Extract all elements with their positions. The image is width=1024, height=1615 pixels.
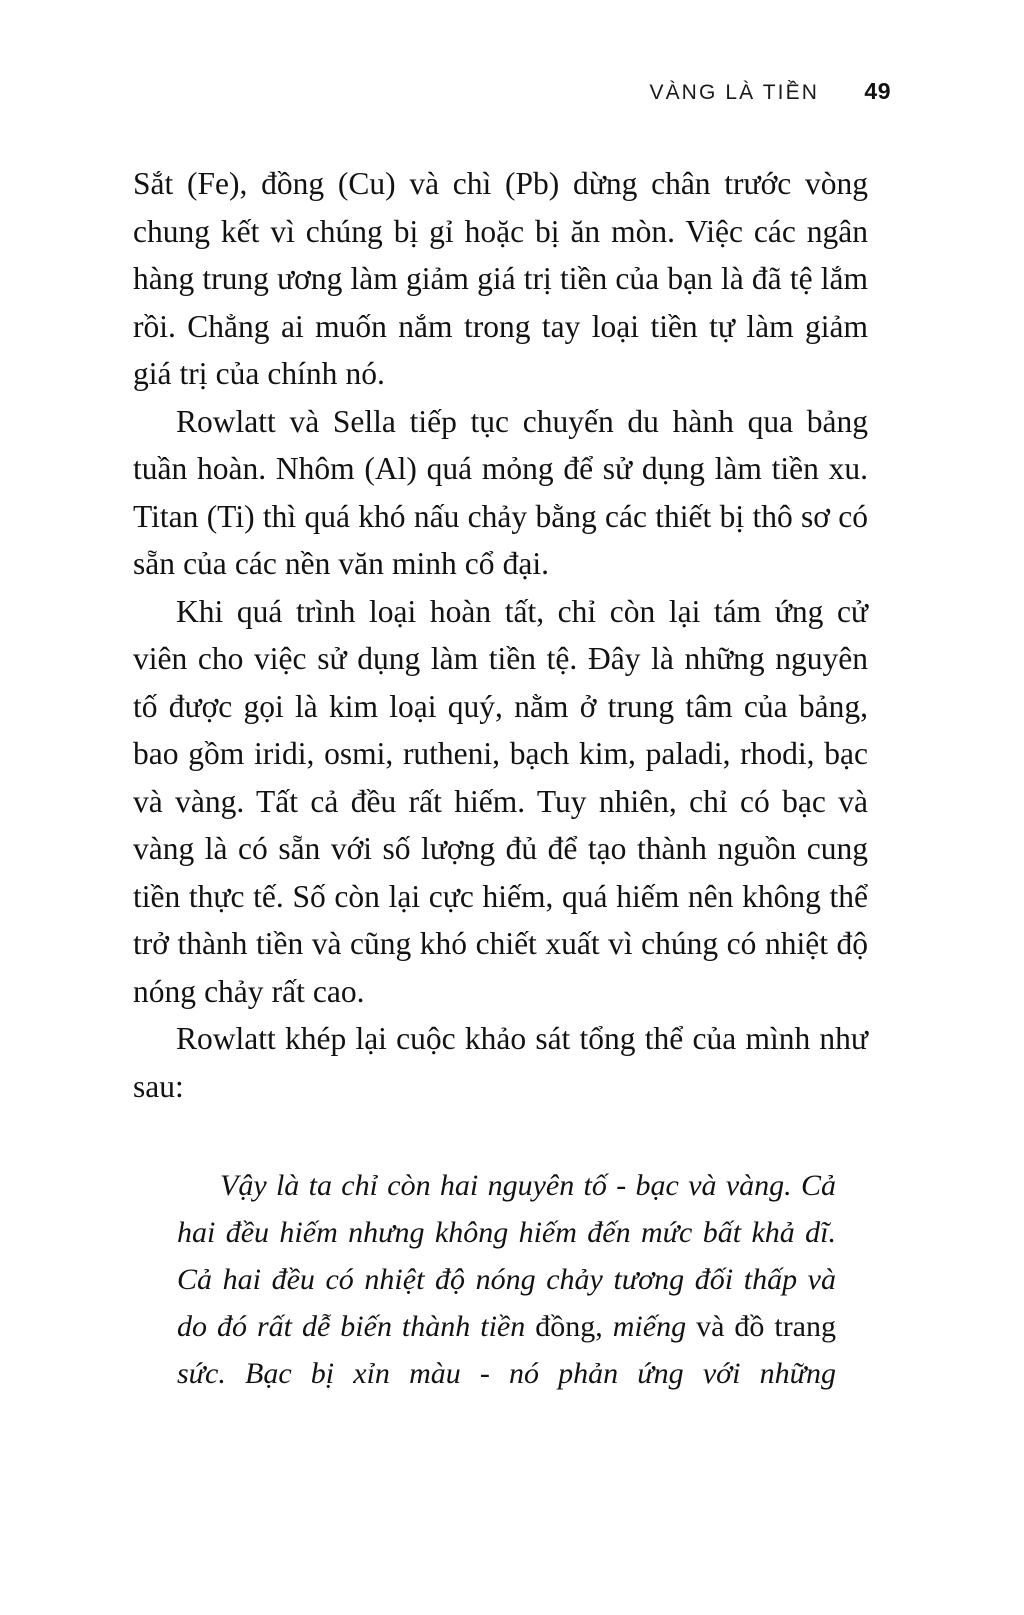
block-quote-run-3: miếng [612,1310,697,1343]
paragraph-1: Sắt (Fe), đồng (Cu) và chì (Pb) dừng chân trước vòng chung kết vì chúng bị gỉ hoặc bị ăn mòn. Việc các ngân hàng trung ương làm giảm giá trị tiền của bạn là đã tệ lắm rồi. Chẳng ai muốn nắm trong tay loại tiền tự làm giảm giá trị của chính nó. [133,166,868,391]
block-quote-run-5: sức. Bạc bị xỉn màu - nó phản ứng với những [177,1357,836,1390]
paragraph-2: Rowlatt và Sella tiếp tục chuyến du hành qua bảng tuần hoàn. Nhôm (Al) quá mỏng để sử dụng làm tiền xu. Titan (Ti) thì quá khó nấu chảy bằng các thiết bị thô sơ có sẵn của các nền văn minh cổ đại. [133,403,868,581]
block-quote [177,1162,836,1444]
paragraph-3: Khi quá trình loại hoàn tất, chỉ còn lại tám ứng cử viên cho việc sử dụng làm tiền tệ. Đây là những nguyên tố được gọi là kim loại quý, nằm ở trung tâm của bảng, bao gồm iridi, osmi, rutheni, bạch kim, paladi, rhodi, bạc và vàng. Tất cả đều rất hiếm. Tuy nhiên, chỉ có bạc và vàng là có sẵn với số lượng đủ để tạo thành nguồn cung tiền thực tế. Số còn lại cực hiếm, quá hiếm nên không thể trở thành tiền và cũng khó chiết xuất vì chúng có nhiệt độ nóng chảy rất cao. [133,593,868,1009]
running-head-title: VÀNG LÀ TIỀN [649,81,819,104]
block-quote-run-2: đồng, [535,1310,613,1343]
block-quote-run-4: và đồ trang [696,1310,837,1343]
running-head [133,78,891,112]
body-text-block [133,160,868,1110]
block-quote-text [177,1162,836,1444]
paragraph-4: Rowlatt khép lại cuộc khảo sát tổng thể của mình như sau: [133,1021,868,1104]
page-number: 49 [864,78,891,104]
block-quote-run-1: Vậy là ta chỉ còn hai nguyên tố - bạc và vàng. Cả hai đều hiếm nhưng không hiếm đến mức bất khả dĩ. Cả hai đều có nhiệt độ nóng chảy tương đối thấp và do đó rất dễ biến thành tiền [177,1169,836,1343]
